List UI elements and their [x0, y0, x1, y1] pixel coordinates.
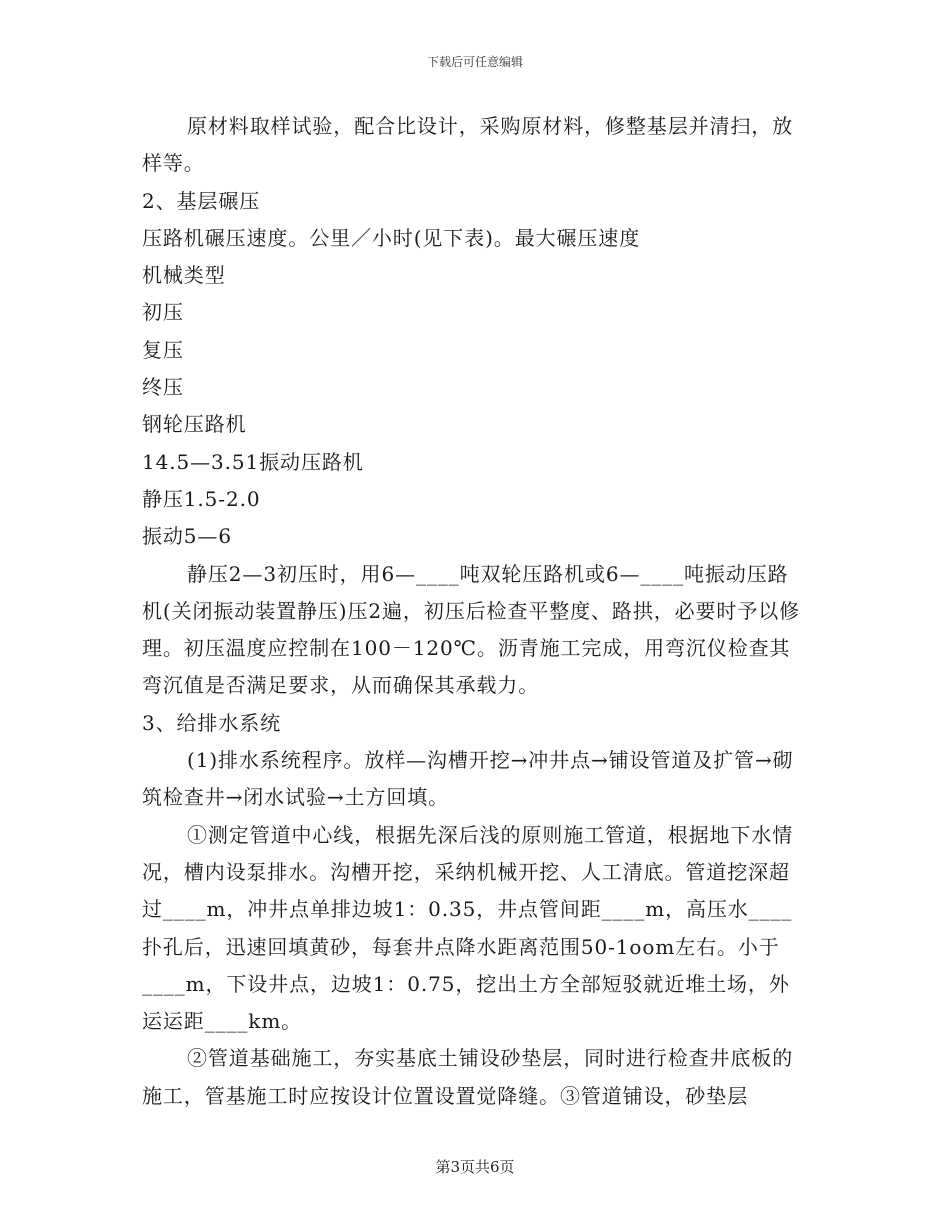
- section-heading-base-compaction: 2、基层碾压: [142, 188, 261, 213]
- paragraph-drainage-procedure: (1)排水系统程序。放样—沟槽开挖→冲井点→铺设管道及扩管→砌筑检查井→闭水试验→土方回填。: [142, 748, 794, 810]
- paragraph-prep-work: 原材料取样试验，配合比设计，采购原材料，修整基层并清扫，放样等。: [142, 114, 794, 176]
- paragraph-initial-compaction: 静压2—3初压时，用6—____吨双轮压路机或6—____吨振动压路机(关闭振动装置静压)压2遍，初压后检查平整度、路拱，必要时予以修理。初压温度应控制在100－120℃。沥青施工完成，用弯沉仪检查其弯沉值是否满足要求，从而确保其承载力。: [142, 561, 801, 698]
- paragraph-pipeline-foundation: ②管道基础施工，夯实基底土铺设砂垫层，同时进行检查井底板的施工，管基施工时应按设计位置设置觉降缝。③管道铺设，砂垫层: [142, 1046, 794, 1108]
- page-header: 下载后可任意编辑: [426, 55, 523, 69]
- table-line-static: 静压1.5-2.0: [142, 486, 261, 511]
- document-body: [142, 108, 806, 1115]
- table-line-final-pressing: 终压: [142, 375, 184, 400]
- table-line-machine-type: 机械类型: [142, 263, 226, 288]
- table-line-steel-roller: 钢轮压路机: [142, 412, 247, 437]
- paragraph-pipeline-centerline: ①测定管道中心线，根据先深后浅的原则施工管道，根据地下水情况，槽内设泵排水。沟槽开挖，采纳机械开挖、人工清底。管道挖深超过____m，冲井点单排边坡1：0.35，井点管间距____m，高压水____扑孔后，迅速回填黄砂，每套井点降水距离范围50-1oom左右。小于____m，下设井点，边坡1：0.75，挖出土方全部短驳就近堆土场，外运运距____km。: [142, 822, 794, 1034]
- table-line-initial-pressing: 初压: [142, 300, 184, 325]
- section-heading-drainage-system: 3、给排水系统: [142, 710, 282, 735]
- table-line-vibration: 振动5—6: [142, 524, 232, 549]
- table-line-vibratory-roller: 14.5—3.51振动压路机: [142, 449, 364, 474]
- paragraph-roller-speed: 压路机碾压速度。公里／小时(见下表)。最大碾压速度: [142, 225, 641, 250]
- page-number: 第3页共6页: [435, 1158, 515, 1176]
- table-line-re-pressing: 复压: [142, 337, 184, 362]
